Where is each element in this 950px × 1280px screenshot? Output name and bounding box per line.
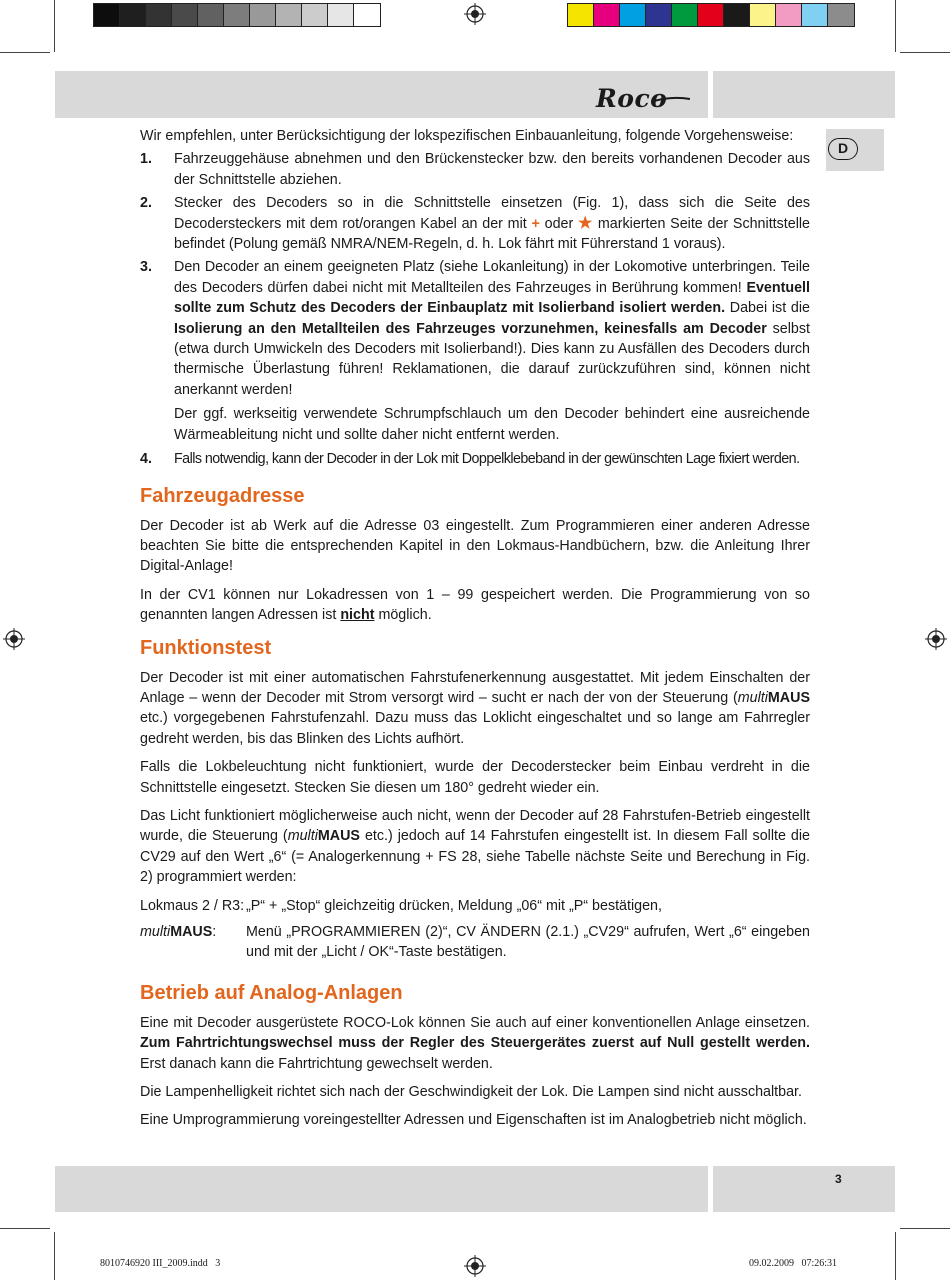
color-swatch <box>776 4 802 26</box>
step-number: 1. <box>140 151 152 168</box>
paragraph: Der Decoder ist mit einer automatischen Fahrstufenerkennung ausgestattet. Mit jedem Einschalten der Anlage – wenn der Decoder mit Strom versorgt wird – sucht er nach der von der Steuerung (multiMAUS etc.) vorgegebenen Fahrstufenzahl. Dazu muss das Loklicht eingeschaltet und so lange am Fahrregler gedreht werden, bis das Blinken des Lichts aufhört. <box>140 669 810 747</box>
color-swatch <box>724 4 750 26</box>
header-band-right <box>713 71 895 118</box>
paragraph: Das Licht funktioniert möglicherweise auch nicht, wenn der Decoder auf 28 Fahrstufen-Betrieb eingestellt wurde, die Steuerung (multiMAUS etc.) jedoch auf 14 Fahrstufen eingestellt ist. In diesem Fall sollte die CV29 auf den Wert „6“ (= Analogerkennung + FS 28, siehe Tabelle nächste Seite und Berechung in Fig. 2) programmiert werden: <box>140 807 810 886</box>
color-swatch <box>750 4 776 26</box>
color-swatch <box>802 4 828 26</box>
gray-swatch <box>250 4 276 26</box>
gray-swatch <box>120 4 146 26</box>
crop-mark <box>0 52 50 53</box>
crop-mark <box>900 1228 950 1229</box>
footer-band <box>55 1166 708 1212</box>
color-swatch <box>698 4 724 26</box>
language-badge: D <box>828 138 858 160</box>
device-label: Lokmaus 2 / R3: <box>140 897 245 914</box>
color-swatch <box>672 4 698 26</box>
instruction-row-multimaus <box>140 922 810 963</box>
step-text: selbst (etwa durch Umwickeln des Decoders mit Isolierband!). Dies kann zu Ausfällen des Decoders durch thermische Überlastung führen! Reklamationen, die darauf zurückzuführen sind, können nicht anerkannt werden! <box>174 320 810 398</box>
page-content <box>140 126 810 1139</box>
step-text: Dabei ist die <box>725 300 810 317</box>
gray-swatch <box>172 4 198 26</box>
logo-swoosh-icon <box>654 96 690 104</box>
registration-mark-icon <box>925 628 947 650</box>
page-number: 3 <box>835 1172 842 1186</box>
crop-mark <box>0 1228 50 1229</box>
roco-logo: Roco <box>596 84 668 113</box>
color-swatch <box>828 4 854 26</box>
section-heading-address: Fahrzeugadresse <box>140 484 305 507</box>
list-item <box>140 449 810 469</box>
color-swatch <box>620 4 646 26</box>
gray-swatch <box>224 4 250 26</box>
step-text: Fahrzeuggehäuse abnehmen und den Brückenstecker bzw. den bereits vorhandenen Decoder aus der Schnittstelle abziehen. <box>174 151 810 188</box>
crop-mark <box>900 52 950 53</box>
emphasis-nicht: nicht <box>340 607 375 624</box>
gray-swatch <box>328 4 354 26</box>
paragraph: Eine mit Decoder ausgerüstete ROCO-Lok können Sie auch auf einer konventionellen Anlage einsetzen. Zum Fahrtrichtungswechsel muss der Regler des Steuergerätes zuerst auf Null gestellt werden. Erst danach kann die Fahrtrichtung gewechselt werden. <box>140 1014 810 1072</box>
device-instruction: „P“ + „Stop“ gleichzeitig drücken, Meldung „06“ mit „P“ bestätigen, <box>246 897 662 914</box>
instruction-row-lokmaus <box>140 896 810 916</box>
file-slug: 8010746920 III_2009.indd 3 <box>100 1258 221 1269</box>
registration-mark-icon <box>3 628 25 650</box>
step-note: Der ggf. werkseitig verwendete Schrumpfschlauch um den Decoder behindert eine ausreichende Wärmeableitung nicht und sollte daher nicht entfernt werden. <box>174 406 810 443</box>
installation-steps <box>140 149 810 469</box>
grayscale-color-bar <box>93 3 381 27</box>
timestamp-slug: 09.02.2009 07:26:31 <box>749 1258 838 1269</box>
paragraph: Eine Umprogrammierung voreingestellter Adressen und Eigenschaften ist im Analogbetrieb nicht möglich. <box>140 1112 807 1129</box>
paragraph: Der Decoder ist ab Werk auf die Adresse 03 eingestellt. Zum Programmieren einer anderen Adresse beachten Sie bitte die entsprechenden Kapitel in den Lokmaus-Handbüchern, bzw. die Anleitung Ihrer Digital-Anlage! <box>140 517 810 575</box>
list-item <box>140 257 810 445</box>
gray-swatch <box>276 4 302 26</box>
list-item <box>140 149 810 190</box>
step-text: Stecker des Decoders so in die Schnittstelle einsetzen (Fig. 1), dass sich die Seite des Decodersteckers mit dem rot/orangen Kabel an der mit <box>174 195 810 232</box>
step-bold-text: Eventuell sollte zum Schutz des Decoders der Einbauplatz mit Isolierband isoliert werden. <box>174 279 810 317</box>
crop-mark <box>895 0 896 52</box>
color-swatch <box>646 4 672 26</box>
gray-swatch <box>146 4 172 26</box>
step-bold-text: Isolierung an den Metallteilen des Fahrzeuges vorzunehmen, keinesfalls am Decoder <box>174 320 767 337</box>
step-number: 3. <box>140 259 152 276</box>
gray-swatch <box>94 4 120 26</box>
color-swatch <box>568 4 594 26</box>
footer-band-right <box>713 1166 895 1212</box>
registration-mark-icon <box>464 3 486 25</box>
process-color-bar <box>567 3 855 27</box>
plus-marker: + <box>531 215 540 232</box>
gray-swatch <box>354 4 380 26</box>
star-icon: ★ <box>577 214 594 232</box>
section-heading-function-test: Funktionstest <box>140 636 272 659</box>
step-number: 2. <box>140 195 152 212</box>
paragraph: In der CV1 können nur Lokadressen von 1 – 99 gespeichert werden. Die Programmierung von so genannten langen Adressen ist nicht möglich. <box>140 586 810 624</box>
section-heading-analog: Betrieb auf Analog-Anlagen <box>140 981 403 1004</box>
list-item <box>140 193 810 254</box>
crop-mark <box>895 1232 896 1280</box>
paragraph: Die Lampenhelligkeit richtet sich nach der Geschwindigkeit der Lok. Die Lampen sind nicht ausschaltbar. <box>140 1084 802 1101</box>
step-number: 4. <box>140 451 152 468</box>
device-label: multiMAUS: <box>140 924 217 940</box>
gray-swatch <box>198 4 224 26</box>
paragraph: Falls die Lokbeleuchtung nicht funktioniert, wurde der Decoderstecker beim Einbau verdreht in die Schnittstelle eingesetzt. Stecken Sie diesen um 180° gedreht wieder ein. <box>140 759 810 796</box>
gray-swatch <box>302 4 328 26</box>
step-text: Den Decoder an einem geeigneten Platz (siehe Lokanleitung) in der Lokomotive unterbringen. Teile des Decoders dürfen dabei nicht mit Metallteilen des Fahrzeuges in Berührung kommen! <box>174 259 810 296</box>
crop-mark <box>54 1232 55 1280</box>
step-text: Falls notwendig, kann der Decoder in der Lok mit Doppelklebeband in der gewünschten Lage fixiert werden. <box>174 451 800 468</box>
device-instruction: Menü „PROGRAMMIEREN (2)“, CV ÄNDERN (2.1.) „CV29“ aufrufen, Wert „6“ eingeben und mit der „Licht / OK“-Taste bestätigen. <box>246 924 810 961</box>
intro-text: Wir empfehlen, unter Berücksichtigung der lokspezifischen Einbauanleitung, folgende Vorgehensweise: <box>140 128 794 144</box>
color-swatch <box>594 4 620 26</box>
crop-mark <box>54 0 55 52</box>
step-text: oder <box>539 215 578 232</box>
step-text: markierten Seite der Schnittstelle befindet (Polung gemäß NMRA/NEM-Regeln, d. h. Lok fährt mit Führerstand 1 voraus). <box>174 215 811 253</box>
registration-mark-icon <box>464 1255 486 1277</box>
